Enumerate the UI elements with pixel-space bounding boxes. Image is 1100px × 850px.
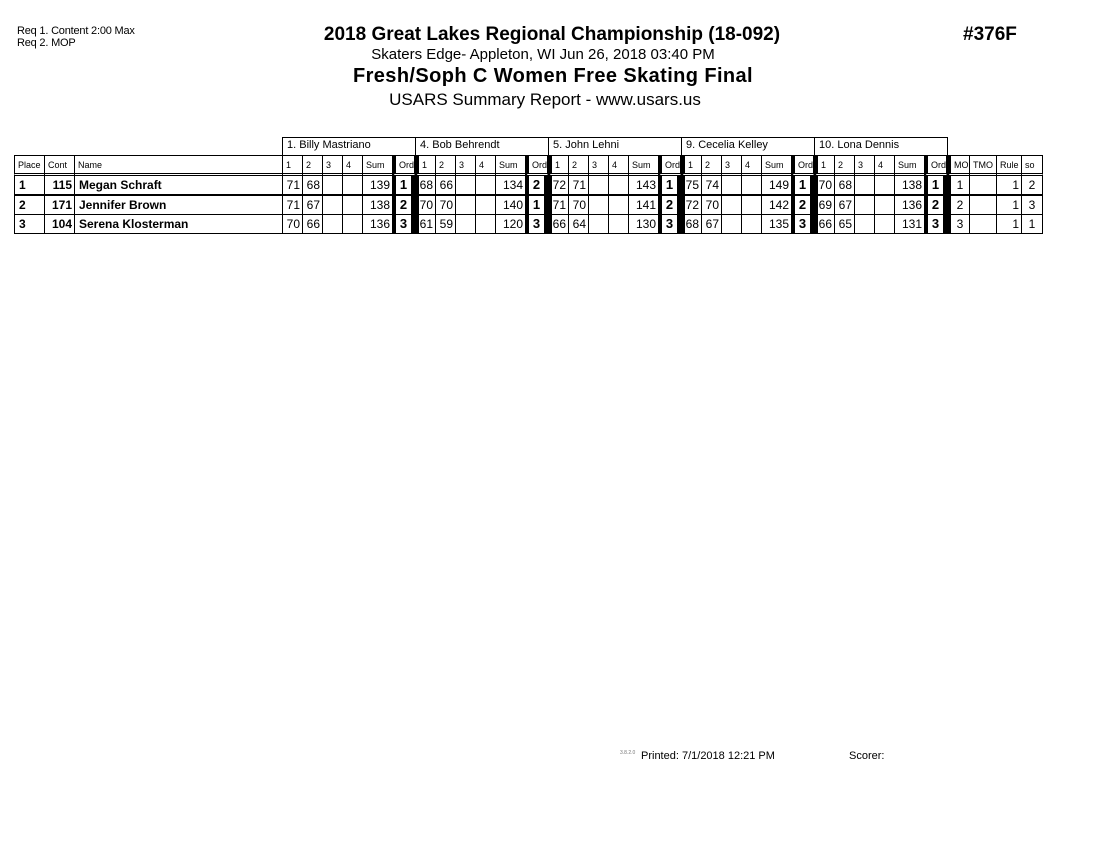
score-3-cell (588, 195, 609, 215)
score-2-cell: 68 (302, 175, 323, 195)
ord-cell: 3 (525, 214, 548, 234)
ord-cell: 2 (525, 175, 548, 195)
ord-cell: 1 (392, 175, 415, 195)
score-3-cell (721, 214, 742, 234)
judge-subheader: 4 (874, 155, 895, 176)
judge-subheader: Ord (658, 155, 681, 176)
column-header: Cont (44, 155, 75, 176)
score-3-cell (455, 175, 476, 195)
column-header: Place (14, 155, 45, 176)
score-4-cell (475, 175, 496, 195)
judge-header: 1. Billy Mastriano (282, 137, 416, 156)
score-2-cell: 66 (302, 214, 323, 234)
score-4-cell (874, 214, 895, 234)
rule-cell: 1 (996, 175, 1022, 195)
tmo-cell (969, 214, 997, 234)
scorer-label: Scorer: (849, 750, 885, 762)
judge-subheader: 3 (854, 155, 875, 176)
contestant-number-cell: 115 (44, 175, 75, 195)
judge-subheader: 3 (322, 155, 343, 176)
score-1-cell: 61 (415, 214, 436, 234)
judge-subheader: Sum (894, 155, 925, 176)
contestant-number-cell: 104 (44, 214, 75, 234)
column-header: TMO (969, 155, 997, 176)
judge-subheader: 1 (814, 155, 835, 176)
tmo-cell (969, 195, 997, 215)
score-1-cell: 71 (282, 175, 303, 195)
sum-cell: 138 (362, 195, 393, 215)
event-title: Fresh/Soph C Women Free Skating Final (352, 65, 754, 87)
score-2-cell: 70 (568, 195, 589, 215)
version-label: 3.8.2.0 (620, 750, 636, 756)
judge-subheader: Sum (628, 155, 659, 176)
score-1-cell: 66 (548, 214, 569, 234)
score-4-cell (475, 214, 496, 234)
rule-cell: 1 (996, 195, 1022, 215)
judge-subheader: Ord (791, 155, 814, 176)
sum-cell: 120 (495, 214, 526, 234)
ord-cell: 3 (791, 214, 814, 234)
score-2-cell: 70 (435, 195, 456, 215)
score-1-cell: 70 (282, 214, 303, 234)
score-4-cell (608, 195, 629, 215)
sum-cell: 141 (628, 195, 659, 215)
judge-header: 10. Lona Dennis (814, 137, 948, 156)
score-4-cell (608, 214, 629, 234)
score-4-cell (874, 175, 895, 195)
score-3-cell (322, 195, 343, 215)
score-3-cell (854, 195, 875, 215)
judge-subheader: Ord (924, 155, 947, 176)
score-3-cell (721, 195, 742, 215)
requirement-2: Req 2. MOP (17, 37, 76, 49)
judge-subheader: 2 (834, 155, 855, 176)
sum-cell: 135 (761, 214, 792, 234)
judge-subheader: 3 (721, 155, 742, 176)
ord-cell: 1 (525, 195, 548, 215)
score-3-cell (588, 175, 609, 195)
tmo-cell (969, 175, 997, 195)
judge-subheader: 4 (741, 155, 762, 176)
score-2-cell: 67 (302, 195, 323, 215)
score-4-cell (608, 175, 629, 195)
so-cell: 1 (1021, 214, 1043, 234)
ord-cell: 2 (791, 195, 814, 215)
judge-subheader: 3 (588, 155, 609, 176)
mo-cell: 3 (947, 214, 970, 234)
score-2-cell: 59 (435, 214, 456, 234)
mo-cell: 2 (947, 195, 970, 215)
sum-cell: 138 (894, 175, 925, 195)
score-1-cell: 71 (282, 195, 303, 215)
skater-name-cell: Megan Schraft (74, 175, 283, 195)
score-2-cell: 67 (701, 214, 722, 234)
sum-cell: 136 (362, 214, 393, 234)
judge-subheader: 1 (415, 155, 436, 176)
judge-subheader: Ord (392, 155, 415, 176)
column-header: MO (947, 155, 970, 176)
score-1-cell: 69 (814, 195, 835, 215)
judge-header: 4. Bob Behrendt (415, 137, 549, 156)
judge-subheader: 3 (455, 155, 476, 176)
judge-subheader: Sum (761, 155, 792, 176)
sum-cell: 134 (495, 175, 526, 195)
score-2-cell: 70 (701, 195, 722, 215)
score-2-cell: 65 (834, 214, 855, 234)
requirement-1: Req 1. Content 2:00 Max (17, 25, 135, 37)
score-1-cell: 70 (415, 195, 436, 215)
sum-cell: 142 (761, 195, 792, 215)
rule-cell: 1 (996, 214, 1022, 234)
judge-subheader: 4 (475, 155, 496, 176)
score-2-cell: 68 (834, 175, 855, 195)
column-header: Rule (996, 155, 1022, 176)
judge-subheader: Sum (362, 155, 393, 176)
score-4-cell (741, 175, 762, 195)
judge-header: 5. John Lehni (548, 137, 682, 156)
score-4-cell (475, 195, 496, 215)
score-3-cell (455, 214, 476, 234)
score-1-cell: 75 (681, 175, 702, 195)
judge-subheader: 4 (342, 155, 363, 176)
score-2-cell: 74 (701, 175, 722, 195)
place-cell: 1 (14, 175, 45, 195)
score-2-cell: 64 (568, 214, 589, 234)
score-2-cell: 71 (568, 175, 589, 195)
venue-line: Skaters Edge- Appleton, WI Jun 26, 2018 03:40 PM (371, 46, 715, 63)
sum-cell: 149 (761, 175, 792, 195)
score-4-cell (741, 214, 762, 234)
score-4-cell (342, 195, 363, 215)
contestant-number-cell: 171 (44, 195, 75, 215)
sum-cell: 136 (894, 195, 925, 215)
judge-subheader: Ord (525, 155, 548, 176)
score-1-cell: 72 (548, 175, 569, 195)
score-3-cell (322, 214, 343, 234)
judge-subheader: 4 (608, 155, 629, 176)
skater-name-cell: Jennifer Brown (74, 195, 283, 215)
report-title: USARS Summary Report - www.usars.us (389, 90, 701, 109)
judge-subheader: Sum (495, 155, 526, 176)
ord-cell: 1 (924, 175, 947, 195)
ord-cell: 2 (392, 195, 415, 215)
column-header: so (1021, 155, 1043, 176)
printed-timestamp: Printed: 7/1/2018 12:21 PM (641, 750, 775, 762)
ord-cell: 1 (791, 175, 814, 195)
score-1-cell: 68 (415, 175, 436, 195)
place-cell: 2 (14, 195, 45, 215)
score-1-cell: 70 (814, 175, 835, 195)
score-1-cell: 66 (814, 214, 835, 234)
sum-cell: 143 (628, 175, 659, 195)
ord-cell: 3 (392, 214, 415, 234)
score-4-cell (741, 195, 762, 215)
score-1-cell: 71 (548, 195, 569, 215)
score-2-cell: 66 (435, 175, 456, 195)
score-3-cell (322, 175, 343, 195)
score-4-cell (342, 175, 363, 195)
judge-subheader: 1 (548, 155, 569, 176)
ord-cell: 1 (658, 175, 681, 195)
judge-subheader: 2 (568, 155, 589, 176)
judge-header: 9. Cecelia Kelley (681, 137, 815, 156)
score-3-cell (721, 175, 742, 195)
sum-cell: 130 (628, 214, 659, 234)
score-1-cell: 72 (681, 195, 702, 215)
score-4-cell (342, 214, 363, 234)
place-cell: 3 (14, 214, 45, 234)
sum-cell: 140 (495, 195, 526, 215)
score-3-cell (854, 214, 875, 234)
ord-cell: 2 (658, 195, 681, 215)
ord-cell: 2 (924, 195, 947, 215)
score-3-cell (455, 195, 476, 215)
sum-cell: 131 (894, 214, 925, 234)
score-1-cell: 68 (681, 214, 702, 234)
event-number: #376F (963, 24, 1017, 45)
ord-cell: 3 (658, 214, 681, 234)
column-header: Name (74, 155, 283, 176)
score-4-cell (874, 195, 895, 215)
score-3-cell (588, 214, 609, 234)
competition-title: 2018 Great Lakes Regional Championship (18-092) (323, 24, 781, 45)
sum-cell: 139 (362, 175, 393, 195)
judge-subheader: 2 (701, 155, 722, 176)
score-2-cell: 67 (834, 195, 855, 215)
so-cell: 2 (1021, 175, 1043, 195)
mo-cell: 1 (947, 175, 970, 195)
ord-cell: 3 (924, 214, 947, 234)
score-3-cell (854, 175, 875, 195)
judge-subheader: 1 (282, 155, 303, 176)
skater-name-cell: Serena Klosterman (74, 214, 283, 234)
judge-subheader: 2 (435, 155, 456, 176)
so-cell: 3 (1021, 195, 1043, 215)
judge-subheader: 1 (681, 155, 702, 176)
judge-subheader: 2 (302, 155, 323, 176)
